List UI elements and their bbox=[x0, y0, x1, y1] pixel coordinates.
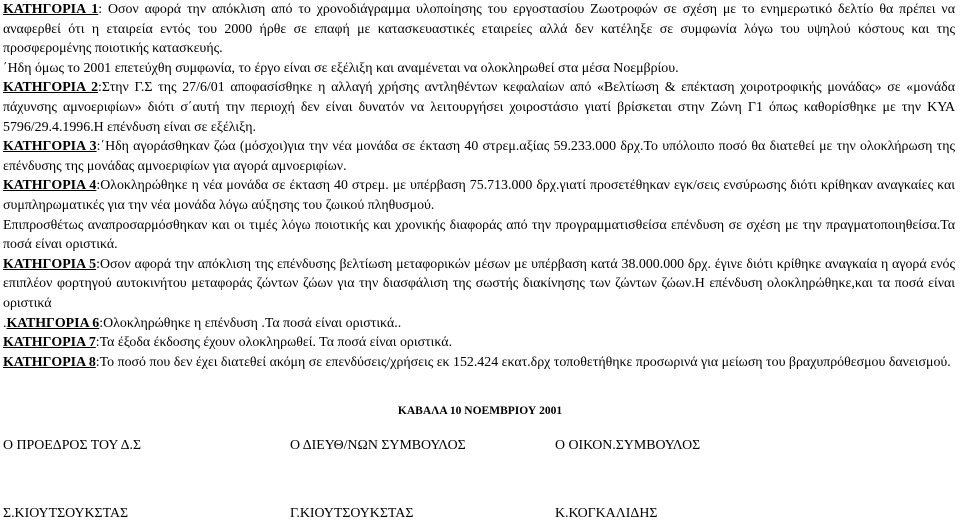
paragraph-category-5 bbox=[3, 255, 955, 314]
paragraph-text: :΄Ηδη αγοράσθηκαν ζώα (μόσχοι)για την νέα μονάδα σε έκταση 40 στρεμ.αξίας 59.233.000 δρχ.Το υπόλοιπο ποσό θα διατεθεί με την ολοκλήρωση της επένδυσης της μονάδας αμνοεριφίων για αγορά αμνοεριφίων. bbox=[3, 139, 955, 174]
category-label: ΚΑΤΗΓΟΡΙΑ 2 bbox=[3, 80, 99, 96]
category-label: ΚΑΤΗΓΟΡΙΑ 4 bbox=[3, 178, 97, 194]
signatory-title-chairman: Ο ΠΡΟΕΔΡΟΣ ΤΟΥ Δ.Σ bbox=[3, 438, 142, 453]
paragraph-text: :Ολοκληρώθηκε η νέα μονάδα σε έκταση 40 στρεμ. με υπέρβαση 75.713.000 δρχ.γιατί προσετέθηκαν εγκ/σεις ενσύρωσης διότι κρίθηκαν αναγκαίες και συμπληρωματικές για την νέα μονάδα λόγω αύξησης του ζωικού πληθυσμού. bbox=[3, 178, 955, 213]
paragraph-category-1-continued bbox=[3, 59, 955, 79]
category-label: ΚΑΤΗΓΟΡΙΑ 6 bbox=[6, 315, 100, 331]
paragraph-category-7 bbox=[3, 333, 955, 353]
category-label: ΚΑΤΗΓΟΡΙΑ 7 bbox=[3, 335, 96, 351]
paragraph-category-1 bbox=[3, 0, 955, 59]
paragraph-text: :Το ποσό που δεν έχει διατεθεί ακόμη σε επενδύσεις/χρήσεις εκ 152.424 εκατ.δρχ τοποθετήθηκε προσωρινά για μείωση του βραχυπρόθεσμου δανεισμού. bbox=[95, 354, 951, 370]
place-date-line: ΚΑΒΑΛΑ 10 ΝΟΕΜΒΡΙΟΥ 2001 bbox=[397, 405, 563, 417]
paragraph-text: :Οσον αφορά την απόκλιση της επένδυσης βελτίωση μεταφορικών μέσων με υπέρβαση κατά 38.000.000 δρχ. έγινε διότι κρίθηκε αναγκαία η αγορά ενός επιπλέον φορτηγού αυτοκινήτου μεταφοράς ζώντων ζώων για την διασφάλιση της σωστής διακίνησης των ζώντων ζώων.Η επένδυση ολοκληρώθηκε,και τα ποσά είναι οριστικά bbox=[3, 256, 955, 311]
category-label: ΚΑΤΗΓΟΡΙΑ 5 bbox=[3, 256, 97, 272]
paragraph-text: :Στην Γ.Σ της 27/6/01 αποφασίσθηκε η αλλαγή χρήσης αντληθέντων κεφαλαίων από «Βελτίωση & επέκταση χοιροτροφικής μονάδας» σε «μονάδα πάχυνσης αμνοεριφίων» διότι σ΄αυτή την περιοχή δεν είναι δυνατόν να λειτουργήσει χοιροστάσιο γιατί βρίσκεται στην Ζώνη Γ1 όπως καθορίσθηκε με την ΚΥΑ 5796/29.4.1996.Η επένδυση είναι σε εξέλιξη. bbox=[3, 80, 955, 135]
signatory-name-financial-advisor: Κ.ΚΟΓΚΑΛΙΔΗΣ bbox=[555, 506, 658, 521]
document-body bbox=[3, 0, 955, 372]
paragraph-category-2 bbox=[3, 78, 955, 137]
paragraph-category-4-continued bbox=[3, 216, 955, 255]
paragraph-category-3 bbox=[3, 137, 955, 176]
signatory-title-financial-advisor: Ο ΟΙΚΟΝ.ΣΥΜΒΟΥΛΟΣ bbox=[555, 438, 701, 453]
paragraph-text: :Τα έξοδα έκδοσης έχουν ολοκληρωθεί. Τα ποσά είναι οριστικά. bbox=[95, 335, 453, 351]
category-label: ΚΑΤΗΓΟΡΙΑ 1 bbox=[3, 2, 99, 17]
paragraph-category-6 bbox=[3, 314, 955, 334]
category-label: ΚΑΤΗΓΟΡΙΑ 8 bbox=[3, 354, 96, 370]
paragraph-text: ΄Ηδη όμως το 2001 επετεύχθη συμφωνία, το έργο είναι σε εξέλιξη και αναμένεται να ολοκληρωθεί στα μέσα Νοεμβρίου. bbox=[3, 60, 679, 76]
paragraph-text: : Οσον αφορά την απόκλιση από το χρονοδιάγραμμα υλοποίησης του εργοστασίου Ζωοτροφών σε σχέση με το ενημερωτικό δελτίο θα πρέπει να αναφερθεί ότι η εταιρεία εντός του 2000 ήρθε σε επαφή με κατασκευαστικές εταιρείες αλλά δεν κατέληξε σε συμφωνία λόγω του υψηλού κόστους και της προσφερομένης ποιοτικής κατασκευής. bbox=[3, 2, 955, 57]
paragraph-text: :Ολοκληρώθηκε η επένδυση .Τα ποσά είναι οριστικά.. bbox=[99, 315, 402, 331]
paragraph-category-8 bbox=[3, 353, 955, 373]
category-prefix: . bbox=[3, 315, 7, 331]
signatory-title-ceo: Ο ΔΙΕΥΘ/ΝΩΝ ΣΥΜΒΟΥΛΟΣ bbox=[290, 438, 466, 453]
paragraph-category-4 bbox=[3, 176, 955, 215]
category-label: ΚΑΤΗΓΟΡΙΑ 3 bbox=[3, 139, 97, 155]
signatory-name-ceo: Γ.ΚΙΟΥΤΣΟΥΚΣΤΑΣ bbox=[290, 506, 414, 521]
signatory-name-chairman: Σ.ΚΙΟΥΤΣΟΥΚΣΤΑΣ bbox=[3, 506, 129, 521]
paragraph-text: Επιπροσθέτως αναπροσαρμόσθηκαν και οι τιμές λόγω ποιοτικής και χρονικής διαφοράς από την προγραμματισθείσα επένδυση σε σχέση με την πραγματοποιηθείσα.Τα ποσά είναι οριστικά. bbox=[3, 217, 955, 253]
